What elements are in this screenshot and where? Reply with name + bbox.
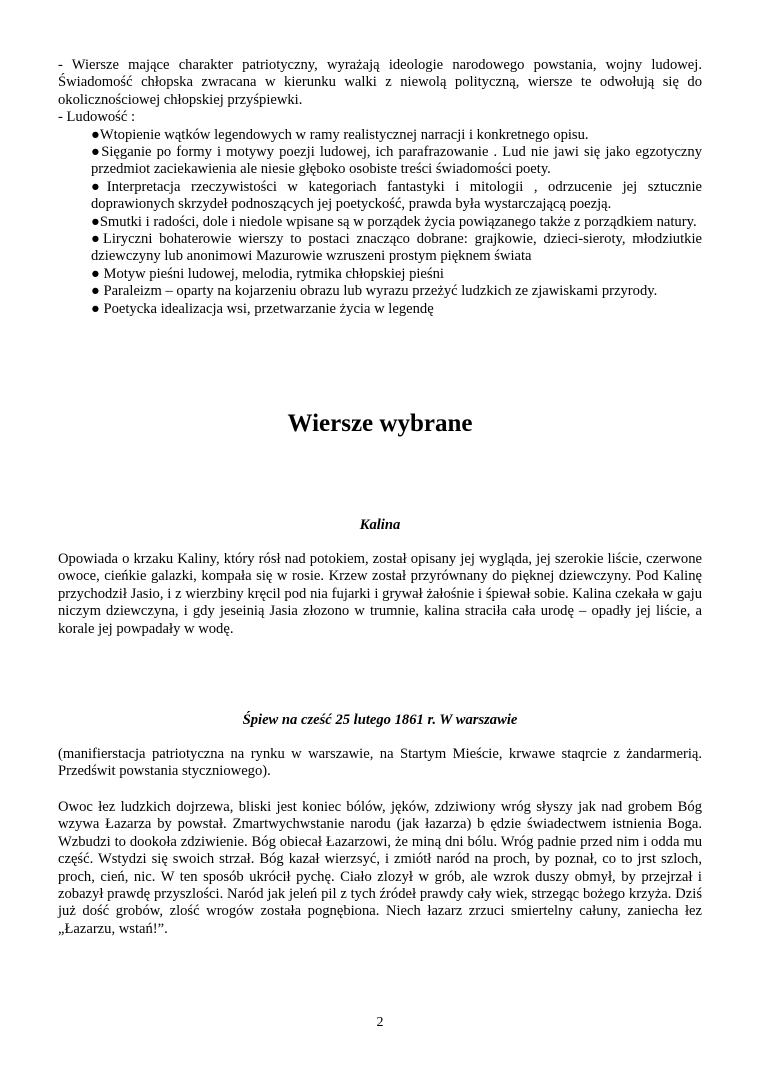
kalina-section (58, 551, 702, 638)
intro-section (58, 57, 702, 318)
list-item: ●Smutki i radości, dole i niedole wpisane są w porządek życia powiązanego także z porządkiem natury. (91, 213, 697, 230)
list-item: ● Motyw pieśni ludowej, melodia, rytmika chłopskiej pieśni (91, 265, 444, 282)
spiew-note-section (58, 746, 702, 781)
list-item: ● Paraleizm – oparty na kojarzeniu obrazu lub wyrazu przeżyć ludzkich ze zjawiskami przyrody. (91, 283, 658, 300)
list-item: ●Wtopienie wątków legendowych w ramy realistycznej narracji i konkretnego opisu. (91, 126, 589, 143)
kalina-paragraph: Opowiada o krzaku Kaliny, który rósł nad potokiem, został opisany jej wygląda, jej szerokie liście, czerwone owoce, cieńkie galazki, kompała się w rosie. Krzew został przyrównany do pięknej dziewczyny. Pod Kalinę przychodził Jasio, i z wierzbiny kręcil pod nia fujarki i grywał żałośnie i śpiewał sobie. Kalina czekała w gaju niczym dziewczyna, i gdy jeseinią Jasia złozono w trumnie, kalina straciła cała urodę – opadły jej liście, a korale jej powpadały w wodę. (58, 551, 702, 637)
section-title: Wiersze wybrane (287, 410, 473, 437)
list-item: ●Sięganie po formy i motywy poezji ludowej, ich parafrazowanie . Lud nie jawi się jako egzotyczny przedmiot zaciekawienia ale niesie głęboko osobiste treści świadomości poety. (91, 144, 702, 178)
spiew-paragraph: Owoc łez ludzkich dojrzewa, bliski jest koniec bólów, jęków, zdziwiony wróg słyszy jak nad grobem Bóg wzywa Łazarza by powstał. Zmartwychwstanie narodu (jak łazarza) b ędzie świadectwem istnienia Boga. Wzbudzi to dookoła zdziwienie. Bóg obiecał Łazarzowi, że miną dni bólu. Wróg padnie przed nim i odda mu część. Wstydzi się swoich strzał. Bóg kazał wierzsyć, i zmiótł naród na proch, by poznał, co to jrst szloch, proch, cień, nic. W ten sposób ukrócił pychę. Ciało zlozył w grób, ale wzrok duszy obmył, by przejrzał i zobazył prawdę przyszlości. Naród jak jeleń pil z tych źródeł prawdy cały wiek, strzegąc bożego krzyża. Dziś już dość grobów, zlość wrogów została pognębiona. Niech łazarz zrzuci smiertelny całuny, zaniecha łez „Łazarzu, wstań!”. (58, 799, 702, 937)
ludowosc-list (58, 127, 702, 318)
spiew-note: (manifierstacja patriotyczna na rynku w warszawie, na Startym Mieście, krwawe staqrcie z żandarmerią. Przedświt powstania styczniowego). (58, 746, 702, 780)
page-number: 2 (376, 1015, 384, 1030)
spiew-title: Śpiew na cześć 25 lutego 1861 r. W warszawie (242, 712, 518, 728)
patriotic-paragraph: - Wiersze mające charakter patriotyczny, wyrażają ideologie narodowego powstania, wojny ludowej. Świadomość chłopska zwracana w kierunku walki z niewolą polityczną, wiersze te odwołują się do okolicznościowej chłopskiej przyśpiewki. (58, 57, 702, 108)
kalina-title: Kalina (359, 517, 401, 533)
spiew-section (58, 799, 702, 938)
list-item: ●Interpretacja rzeczywistości w kategoriach fantastyki i mitologii , odrzucenie jej sztucznie doprawionych skrzydeł podnoszących jej poetyckość, prawda była wystarczającą poezją. (91, 178, 702, 213)
list-item: ●Liryczni bohaterowie wierszy to postaci znacząco dobrane: grajkowie, dzieci-sieroty, młodziutkie dziewczyny lub anonimowi Mazurowie wzruszeni prostym pięknem świata (91, 231, 702, 265)
list-item: ● Poetycka idealizacja wsi, przetwarzanie życia w legendę (91, 300, 434, 317)
ludowosc-label: - Ludowość : (58, 109, 136, 126)
